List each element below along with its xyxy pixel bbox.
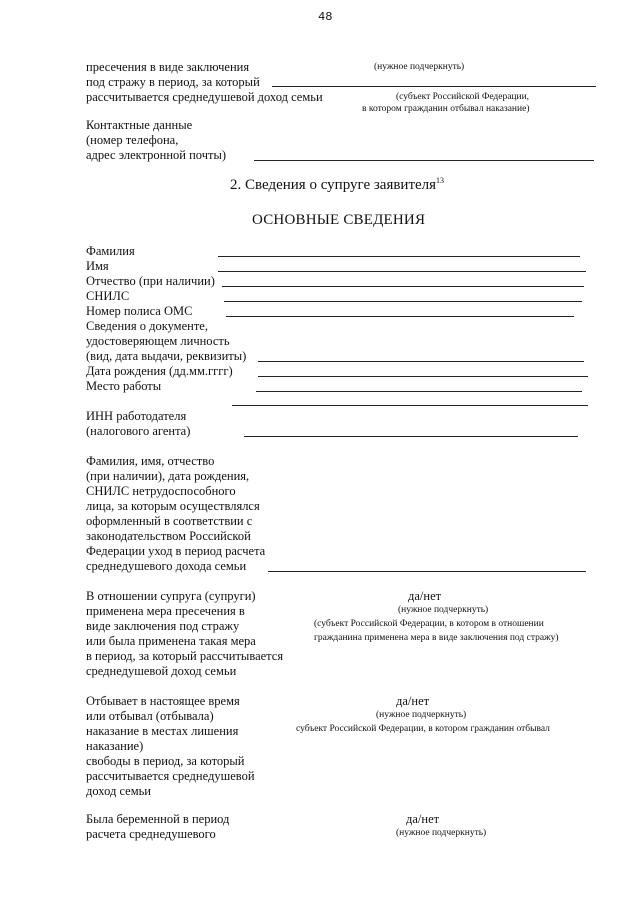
care-label-2: (при наличии), дата рождения,: [86, 469, 250, 483]
care-label-4: лица, за которым осуществлялся: [86, 499, 260, 513]
q3-note: (нужное подчеркнуть): [396, 828, 487, 838]
q1-line-6: среднедушевой доход семьи: [86, 664, 237, 678]
care-label-3: СНИЛС нетрудоспособного: [86, 484, 236, 498]
contacts-line-1: Контактные данные: [86, 118, 193, 132]
care-label-6: законодательством Российской: [86, 529, 251, 543]
surname-label: Фамилия: [86, 244, 135, 258]
contacts-line-2: (номер телефона,: [86, 133, 179, 147]
workplace-field-2[interactable]: [232, 405, 588, 406]
q2-answer[interactable]: да/нет: [396, 694, 430, 708]
doc-label-3: (вид, дата выдачи, реквизиты): [86, 349, 247, 363]
inn-label-1: ИНН работодателя: [86, 409, 187, 423]
snils-field[interactable]: [224, 301, 582, 302]
q1-line-3: виде заключения под стражу: [86, 619, 240, 633]
q1-subject-1: (субъект Российской Федерации, в котором в отношении: [314, 619, 544, 629]
birth-date-label: Дата рождения (дд.мм.гггг): [86, 364, 233, 378]
oms-label: Номер полиса ОМС: [86, 304, 193, 318]
name-label: Имя: [86, 259, 109, 273]
patronymic-field[interactable]: [222, 286, 584, 287]
doc-label-2: удостоверяющем личность: [86, 334, 230, 348]
care-label-1: Фамилия, имя, отчество: [86, 454, 215, 468]
top-line-1: пресечения в виде заключения: [86, 60, 250, 74]
contacts-field[interactable]: [254, 160, 594, 161]
top-subject-note-1: (субъект Российской Федерации,: [396, 92, 530, 102]
q2-line-5: свободы в период, за который: [86, 754, 245, 768]
q1-answer[interactable]: да/нет: [408, 589, 442, 603]
q1-line-2: применена мера пресечения в: [86, 604, 245, 618]
q1-note: (нужное подчеркнуть): [398, 605, 489, 615]
care-label-7: Федерации уход в период расчета: [86, 544, 266, 558]
q1-subject-2: гражданина применена мера в виде заключения под стражу): [314, 633, 559, 643]
workplace-field[interactable]: [256, 391, 582, 392]
q1-line-5: в период, за который рассчитывается: [86, 649, 284, 663]
care-field[interactable]: [268, 571, 586, 572]
workplace-label: Место работы: [86, 379, 162, 393]
name-field[interactable]: [218, 271, 586, 272]
q2-line-3: наказание в местах лишения: [86, 724, 239, 738]
q2-line-7: доход семьи: [86, 784, 151, 798]
page-number: 48: [318, 10, 333, 24]
q2-line-1: Отбывает в настоящее время: [86, 694, 240, 708]
q2-subject: субъект Российской Федерации, в котором гражданин отбывал: [296, 724, 550, 734]
inn-field[interactable]: [244, 436, 578, 437]
section-subtitle: ОСНОВНЫЕ СВЕДЕНИЯ: [252, 212, 426, 228]
section-title: 2. Сведения о супруге заявителя$^{13}$: [230, 176, 445, 193]
birth-date-field[interactable]: [258, 376, 588, 377]
contacts-line-3: адрес электронной почты): [86, 148, 227, 162]
surname-field[interactable]: [218, 256, 580, 257]
inn-label-2: (налогового агента): [86, 424, 191, 438]
q3-answer[interactable]: да/нет: [406, 812, 440, 826]
q1-line-4: или была применена такая мера: [86, 634, 256, 648]
q2-line-2: или отбывал (отбывала): [86, 709, 214, 723]
top-underline-note: (нужное подчеркнуть): [374, 62, 465, 72]
q3-line-2: расчета среднедушевого: [86, 827, 216, 841]
top-line-3: рассчитывается среднедушевой доход семьи: [86, 90, 323, 104]
q1-line-1: В отношении супруга (супруги): [86, 589, 256, 603]
q3-line-1: Была беременной в период: [86, 812, 230, 826]
top-line-2: под стражу в период, за который: [86, 75, 260, 89]
care-label-5: оформленный в соответствии с: [86, 514, 253, 528]
doc-label-1: Сведения о документе,: [86, 319, 208, 333]
doc-field[interactable]: [258, 361, 584, 362]
q2-line-4: наказание): [86, 739, 144, 753]
patronymic-label: Отчество (при наличии): [86, 274, 215, 288]
oms-field[interactable]: [226, 316, 574, 317]
top-subject-note-2: в котором гражданин отбывал наказание): [362, 104, 530, 114]
subject-line[interactable]: [272, 86, 596, 87]
snils-label: СНИЛС: [86, 289, 130, 303]
q2-note: (нужное подчеркнуть): [376, 710, 467, 720]
q2-line-6: рассчитывается среднедушевой: [86, 769, 255, 783]
care-label-8: среднедушевого дохода семьи: [86, 559, 247, 573]
